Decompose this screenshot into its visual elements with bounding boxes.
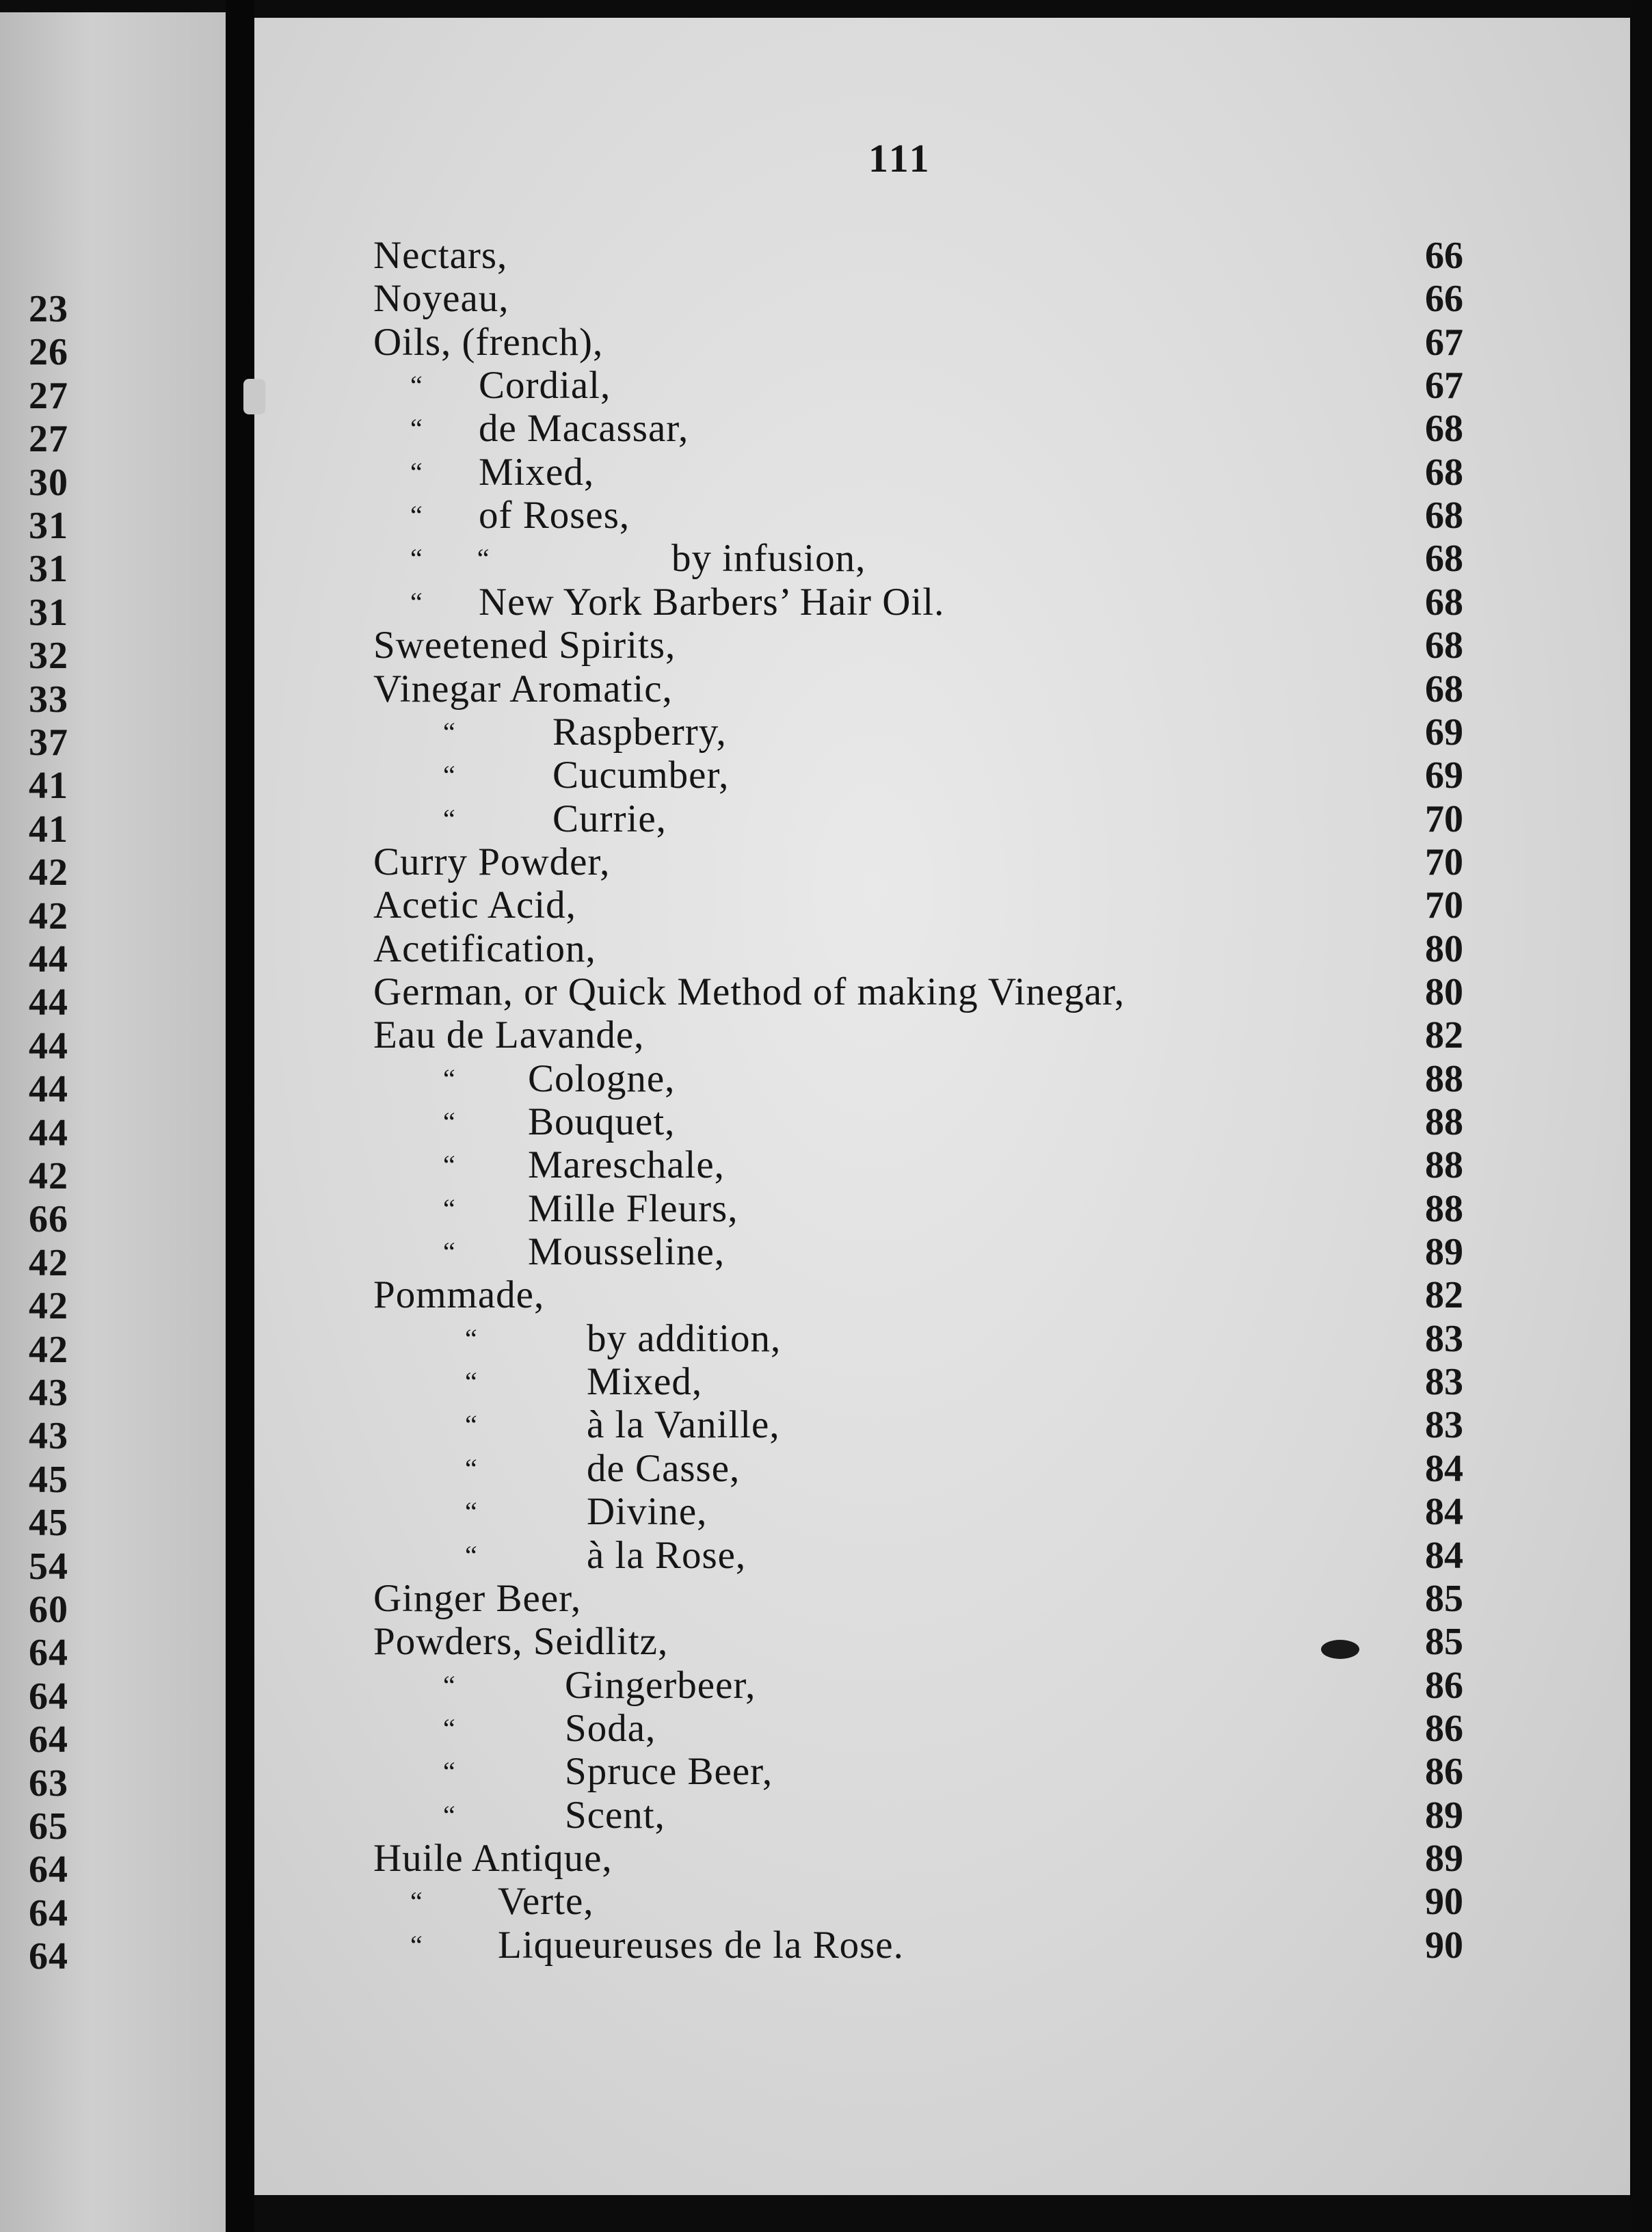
- index-entry: [0, 754, 1652, 797]
- index-entry: [0, 710, 1652, 754]
- left-margin-number: 45: [29, 1459, 68, 1501]
- index-entry-page: 89: [1425, 1837, 1463, 1880]
- index-entry: [0, 1534, 1652, 1578]
- index-entry-page: 80: [1425, 971, 1463, 1013]
- ditto-mark: “: [443, 803, 455, 834]
- index-entry-label: Ginger Beer,: [373, 1577, 582, 1620]
- index-entry: [0, 1837, 1652, 1881]
- ditto-mark: “: [410, 587, 423, 617]
- left-margin-number: 31: [29, 592, 68, 634]
- index-entry: [0, 1664, 1652, 1708]
- index-entry: [0, 1273, 1652, 1317]
- index-entry-label: Nectars,: [373, 234, 508, 277]
- index-entry-label: by addition,: [587, 1317, 782, 1360]
- index-entry-label: German, or Quick Method of making Vinegar,: [373, 970, 1125, 1013]
- index-entry: [0, 840, 1652, 884]
- index-entry: [0, 1707, 1652, 1751]
- index-entry-page: 66: [1425, 278, 1463, 320]
- index-entry-page: 90: [1425, 1924, 1463, 1967]
- ditto-mark: “: [443, 1713, 455, 1744]
- left-margin-number: 42: [29, 1242, 68, 1284]
- left-margin-number: 44: [29, 1025, 68, 1067]
- index-entry-label: Mixed,: [479, 451, 595, 494]
- ditto-mark: “: [410, 1930, 423, 1961]
- ditto-mark: “ “: [410, 543, 490, 574]
- index-entry-page: 68: [1425, 408, 1463, 450]
- index-entry-label: Mousseline,: [528, 1230, 725, 1273]
- index-entry-label: à la Vanille,: [587, 1403, 780, 1446]
- index-entry-label: Oils, (french),: [373, 321, 604, 364]
- ditto-mark: “: [443, 1150, 455, 1180]
- index-entry: [0, 1230, 1652, 1274]
- index-entry-label: Sweetened Spirits,: [373, 624, 676, 667]
- index-entry: [0, 1490, 1652, 1534]
- index-entry: [0, 884, 1652, 927]
- index-entry-label: Huile Antique,: [373, 1837, 613, 1880]
- index-entry-label: Pommade,: [373, 1273, 545, 1316]
- index-entry: [0, 537, 1652, 581]
- index-entry-page: 83: [1425, 1404, 1463, 1446]
- index-entry: [0, 927, 1652, 971]
- index-entry-page: 82: [1425, 1274, 1463, 1316]
- index-entry: [0, 364, 1652, 408]
- index-entry-label: Curry Powder,: [373, 840, 611, 884]
- page-number: 111: [868, 136, 932, 181]
- index-entry-label: Gingerbeer,: [565, 1664, 756, 1707]
- left-margin-number: 41: [29, 808, 68, 851]
- index-entry-page: 69: [1425, 711, 1463, 754]
- index-entry-page: 70: [1425, 798, 1463, 840]
- index-entry: [0, 1750, 1652, 1794]
- index-entry-label: Cordial,: [479, 364, 611, 407]
- index-entry-label: Acetic Acid,: [373, 884, 576, 927]
- left-margin-number: 30: [29, 462, 68, 504]
- index-entry-page: 88: [1425, 1058, 1463, 1100]
- ditto-mark: “: [410, 1886, 423, 1917]
- index-entry-label: Mille Fleurs,: [528, 1187, 738, 1230]
- index-entry-label: by infusion,: [671, 537, 866, 580]
- index-entry-page: 85: [1425, 1578, 1463, 1620]
- left-margin-number: 41: [29, 765, 68, 807]
- index-entry: [0, 1620, 1652, 1664]
- index-entry: [0, 797, 1652, 841]
- index-entry: [0, 1057, 1652, 1101]
- left-margin-number: 64: [29, 1848, 68, 1891]
- left-margin-number: 64: [29, 1935, 68, 1978]
- left-margin-number: 65: [29, 1805, 68, 1848]
- index-entry-page: 68: [1425, 624, 1463, 667]
- left-margin-number: 42: [29, 895, 68, 938]
- left-margin-number: 44: [29, 1112, 68, 1154]
- index-entry-label: à la Rose,: [587, 1534, 747, 1577]
- index-entry-page: 88: [1425, 1144, 1463, 1186]
- left-margin-number: 31: [29, 505, 68, 547]
- index-entry-label: Raspberry,: [552, 710, 727, 754]
- left-margin-number: 42: [29, 851, 68, 894]
- index-entry-label: Cologne,: [528, 1057, 676, 1100]
- left-margin-number: 60: [29, 1589, 68, 1631]
- ditto-mark: “: [443, 760, 455, 790]
- ditto-mark: “: [465, 1496, 477, 1527]
- left-margin-number: 42: [29, 1329, 68, 1371]
- index-entry-label: Verte,: [498, 1880, 594, 1923]
- index-entry-page: 85: [1425, 1621, 1463, 1663]
- index-entry: [0, 1100, 1652, 1144]
- ditto-mark: “: [410, 500, 423, 531]
- index-entry-page: 82: [1425, 1014, 1463, 1057]
- index-entry-page: 89: [1425, 1794, 1463, 1837]
- index-entry-label: de Casse,: [587, 1447, 741, 1490]
- index-entry-page: 68: [1425, 494, 1463, 537]
- index-entry-page: 68: [1425, 581, 1463, 624]
- index-entry-label: de Macassar,: [479, 407, 689, 450]
- left-margin-number: 37: [29, 721, 68, 764]
- left-margin-number: 27: [29, 375, 68, 417]
- left-margin-number: 44: [29, 1068, 68, 1111]
- index-entry-page: 80: [1425, 928, 1463, 970]
- index-entry-label: Mixed,: [587, 1360, 703, 1403]
- index-entry-page: 70: [1425, 884, 1463, 927]
- index-entry-page: 86: [1425, 1751, 1463, 1793]
- index-entry: [0, 277, 1652, 321]
- index-entry: [0, 1794, 1652, 1837]
- index-entry-label: Mareschale,: [528, 1143, 725, 1186]
- left-margin-number: 66: [29, 1198, 68, 1240]
- index-entry-label: of Roses,: [479, 494, 630, 537]
- left-margin-number: 45: [29, 1502, 68, 1544]
- index-entry-page: 86: [1425, 1664, 1463, 1707]
- index-entry-page: 86: [1425, 1708, 1463, 1750]
- index-entry: [0, 1447, 1652, 1491]
- index-entry-page: 83: [1425, 1361, 1463, 1403]
- index-entry: [0, 321, 1652, 364]
- index-entry-page: 67: [1425, 321, 1463, 364]
- index-entry-label: Spruce Beer,: [565, 1750, 773, 1793]
- index-entry-page: 68: [1425, 537, 1463, 580]
- left-margin-number: 44: [29, 981, 68, 1024]
- left-margin-number: 27: [29, 418, 68, 460]
- left-margin-number: 64: [29, 1632, 68, 1674]
- ditto-mark: “: [465, 1453, 477, 1484]
- index-entry: [0, 1924, 1652, 1967]
- index-entry-page: 66: [1425, 235, 1463, 277]
- ditto-mark: “: [443, 717, 455, 747]
- index-entry: [0, 1143, 1652, 1187]
- index-entry: [0, 1880, 1652, 1924]
- left-margin-number: 63: [29, 1762, 68, 1805]
- left-margin-number: 42: [29, 1285, 68, 1327]
- index-entry-label: Divine,: [587, 1490, 708, 1533]
- left-margin-number: 54: [29, 1545, 68, 1588]
- index-entry-page: 88: [1425, 1101, 1463, 1143]
- index-entry: [0, 1013, 1652, 1057]
- ditto-mark: “: [443, 1236, 455, 1267]
- index-entry-label: Vinegar Aromatic,: [373, 667, 673, 710]
- index-entry-page: 89: [1425, 1231, 1463, 1273]
- ditto-mark: “: [465, 1540, 477, 1571]
- index-entry-page: 70: [1425, 841, 1463, 884]
- index-entry: [0, 494, 1652, 537]
- index-entry-page: 68: [1425, 451, 1463, 494]
- index-entry: [0, 451, 1652, 494]
- ditto-mark: “: [443, 1193, 455, 1224]
- index-entry-page: 90: [1425, 1881, 1463, 1923]
- index-entry: [0, 1317, 1652, 1361]
- left-margin-number: 32: [29, 635, 68, 677]
- ditto-mark: “: [465, 1409, 477, 1440]
- index-entry: [0, 1360, 1652, 1404]
- left-margin-number: 31: [29, 548, 68, 590]
- ditto-mark: “: [443, 1756, 455, 1787]
- index-entry-label: Liqueureuses de la Rose.: [498, 1924, 904, 1967]
- index-entry-label: Powders, Seidlitz,: [373, 1620, 669, 1663]
- index-entry-label: Acetification,: [373, 927, 596, 970]
- index-entry-page: 84: [1425, 1448, 1463, 1490]
- index-entry-label: Currie,: [552, 797, 667, 840]
- left-margin-number: 64: [29, 1675, 68, 1718]
- index-entry: [0, 970, 1652, 1014]
- left-margin-number: 33: [29, 678, 68, 721]
- index-entry-label: Bouquet,: [528, 1100, 676, 1143]
- index-entry-label: Noyeau,: [373, 277, 509, 320]
- left-margin-number: 44: [29, 938, 68, 981]
- ditto-mark: “: [443, 1106, 455, 1137]
- index-entry: [0, 407, 1652, 451]
- left-margin-number: 64: [29, 1718, 68, 1761]
- index-entry: [0, 1577, 1652, 1621]
- index-entry-page: 88: [1425, 1188, 1463, 1230]
- left-margin-number: 42: [29, 1155, 68, 1197]
- ditto-mark: “: [465, 1366, 477, 1397]
- left-margin-number: 43: [29, 1415, 68, 1457]
- ditto-mark: “: [410, 370, 423, 401]
- index-entry-page: 67: [1425, 364, 1463, 407]
- index-entry-label: New York Barbers’ Hair Oil.: [479, 581, 945, 624]
- index-entry-page: 83: [1425, 1318, 1463, 1360]
- index-entry-page: 69: [1425, 754, 1463, 797]
- index-entry: [0, 624, 1652, 667]
- index-entry-label: Soda,: [565, 1707, 656, 1750]
- index-entry-page: 84: [1425, 1491, 1463, 1533]
- index-entry-label: Eau de Lavande,: [373, 1013, 645, 1057]
- index-entry-label: Scent,: [565, 1794, 665, 1837]
- left-margin-number: 43: [29, 1372, 68, 1414]
- index-entry: [0, 1187, 1652, 1231]
- left-margin-number: 23: [29, 288, 68, 330]
- ditto-mark: “: [443, 1063, 455, 1094]
- index-entry-page: 84: [1425, 1534, 1463, 1577]
- ditto-mark: “: [410, 457, 423, 488]
- left-margin-number: 26: [29, 331, 68, 373]
- index-entry: [0, 1403, 1652, 1447]
- index-entry: [0, 667, 1652, 711]
- ditto-mark: “: [465, 1323, 477, 1354]
- ditto-mark: “: [443, 1800, 455, 1831]
- index-entry-label: Cucumber,: [552, 754, 730, 797]
- left-margin-number: 64: [29, 1892, 68, 1935]
- index-entry: [0, 234, 1652, 278]
- ditto-mark: “: [443, 1670, 455, 1701]
- index-entry: [0, 581, 1652, 624]
- ditto-mark: “: [410, 413, 423, 444]
- index-entry-page: 68: [1425, 668, 1463, 710]
